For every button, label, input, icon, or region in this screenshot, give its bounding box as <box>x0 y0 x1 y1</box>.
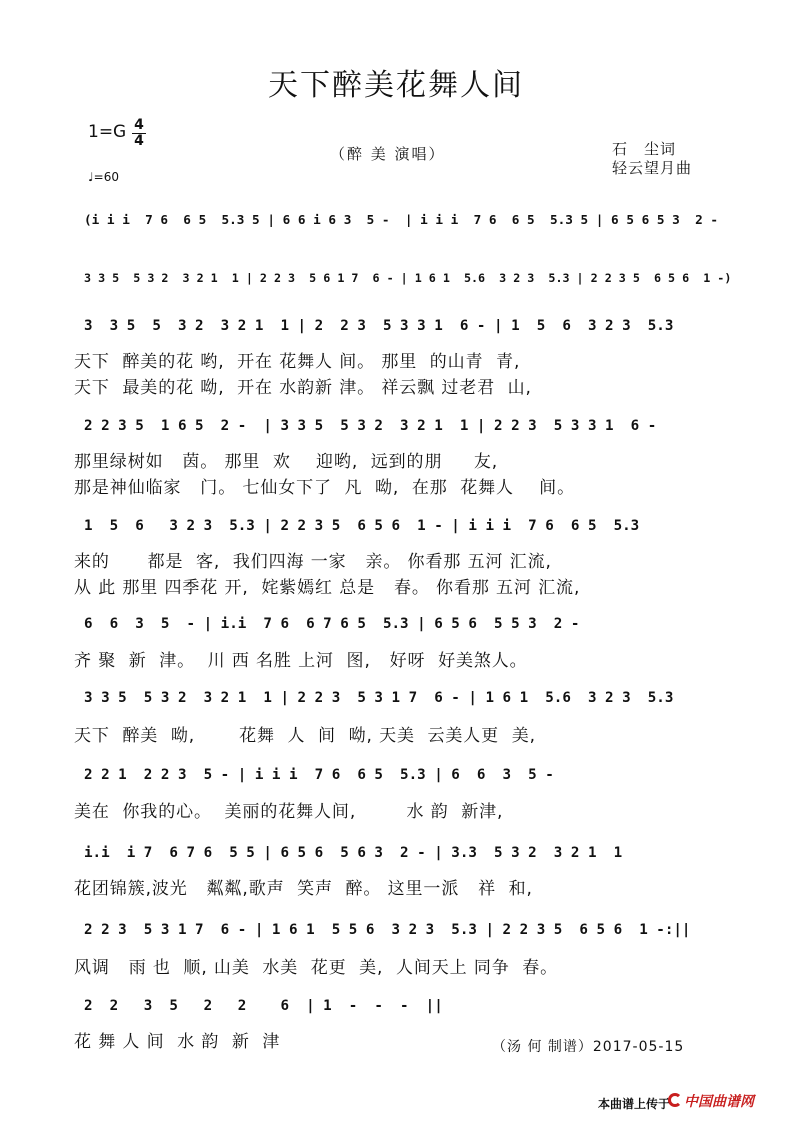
lyric-line: 花团锦簇,波光 粼粼,歌声 笑声 醉。 这里一派 祥 和, <box>74 879 533 899</box>
notation-line: (i i i 7 6 6 5 5.3 5 | 6 6 i 6 3 5 - | i i i 7 6 6 5 5.3 5 | 6 5 6 5 3 2 - <box>84 212 718 227</box>
lyricist-credit: 石 尘词 <box>612 140 677 158</box>
lyric-line: 美在 你我的心。 美丽的花舞人间, 水 韵 新津, <box>74 802 504 822</box>
key-signature: 1=G <box>88 122 127 142</box>
lyric-line: 天下 醉美的花 哟, 开在 花舞人 间。 那里 的山青 青, <box>74 352 521 372</box>
lyric-line: 来的 都是 客, 我们四海 一家 亲。 你看那 五河 汇流, <box>74 552 552 572</box>
notation-line: i.i i 7 6 7 6 5 5 | 6 5 6 5 6 3 2 - | 3.3 5 3 2 3 2 1 1 <box>84 845 623 861</box>
lyric-line: 那里绿树如 茵。 那里 欢 迎哟, 远到的朋 友, <box>74 452 499 472</box>
notation-line: 2 2 3 5 1 6 5 2 - | 3 3 5 5 3 2 3 2 1 1 | 2 2 3 5 3 3 1 6 - <box>84 418 657 434</box>
notation-line: 6 6 3 5 - | i.i 7 6 6 7 6 5 5.3 | 6 5 6 5 5 3 2 - <box>84 616 580 632</box>
time-signature-top: 4 <box>134 117 144 133</box>
singer-credit: （醉 美 演唱） <box>330 145 446 163</box>
notation-line: 2 2 1 2 2 3 5 - | i i i 7 6 6 5 5.3 | 6 6 3 5 - <box>84 767 554 783</box>
site-logo: 中国曲谱网 <box>684 1094 754 1110</box>
notation-line: 3 3 5 5 3 2 3 2 1 1 | 2 2 3 5 6 1 7 6 - | 1 6 1 5.6 3 2 3 5.3 | 2 2 3 5 6 5 6 1 -) <box>84 271 732 285</box>
lyric-line: 齐 聚 新 津。 川 西 名胜 上河 图, 好呀 好美煞人。 <box>74 651 528 671</box>
time-signature <box>132 118 146 149</box>
upload-note: 本曲谱上传于 <box>598 1097 671 1111</box>
lyric-line: 从 此 那里 四季花 开, 姹紫嫣红 总是 春。 你看那 五河 汇流, <box>74 578 581 598</box>
time-signature-bottom: 4 <box>134 133 144 149</box>
notation-line: 3 3 5 5 3 2 3 2 1 1 | 2 2 3 5 3 3 1 6 - | 1 5 6 3 2 3 5.3 <box>84 318 674 334</box>
lyric-line: 天下 最美的花 呦, 开在 水韵新 津。 祥云飘 过老君 山, <box>74 378 532 398</box>
site-logo-icon <box>668 1093 682 1107</box>
notation-line: 2 2 3 5 3 1 7 6 - | 1 6 1 5 5 6 3 2 3 5.3 | 2 2 3 5 6 5 6 1 -:|| <box>84 922 691 938</box>
composer-credit: 轻云望月曲 <box>612 159 693 177</box>
song-title: 天下醉美花舞人间 <box>268 68 524 103</box>
notation-line: 3 3 5 5 3 2 3 2 1 1 | 2 2 3 5 3 1 7 6 - | 1 6 1 5.6 3 2 3 5.3 <box>84 690 674 706</box>
tempo-marking: ♩=60 <box>88 170 119 184</box>
notation-line: 2 2 3 5 2 2 6 | 1 - - - || <box>84 998 443 1014</box>
lyric-line: 那是神仙临家 门。 七仙女下了 凡 呦, 在那 花舞人 间。 <box>74 478 575 498</box>
lyric-line: 风调 雨 也 顺, 山美 水美 花更 美, 人间天上 同争 春。 <box>74 958 559 978</box>
transcriber-credit: （汤 何 制谱）2017-05-15 <box>492 1039 685 1055</box>
lyric-line: 花 舞 人 间 水 韵 新 津 <box>74 1032 281 1052</box>
lyric-line: 天下 醉美 呦, 花舞 人 间 呦, 天美 云美人更 美, <box>74 726 536 746</box>
notation-line: 1 5 6 3 2 3 5.3 | 2 2 3 5 6 5 6 1 - | i i i 7 6 6 5 5.3 <box>84 518 640 534</box>
